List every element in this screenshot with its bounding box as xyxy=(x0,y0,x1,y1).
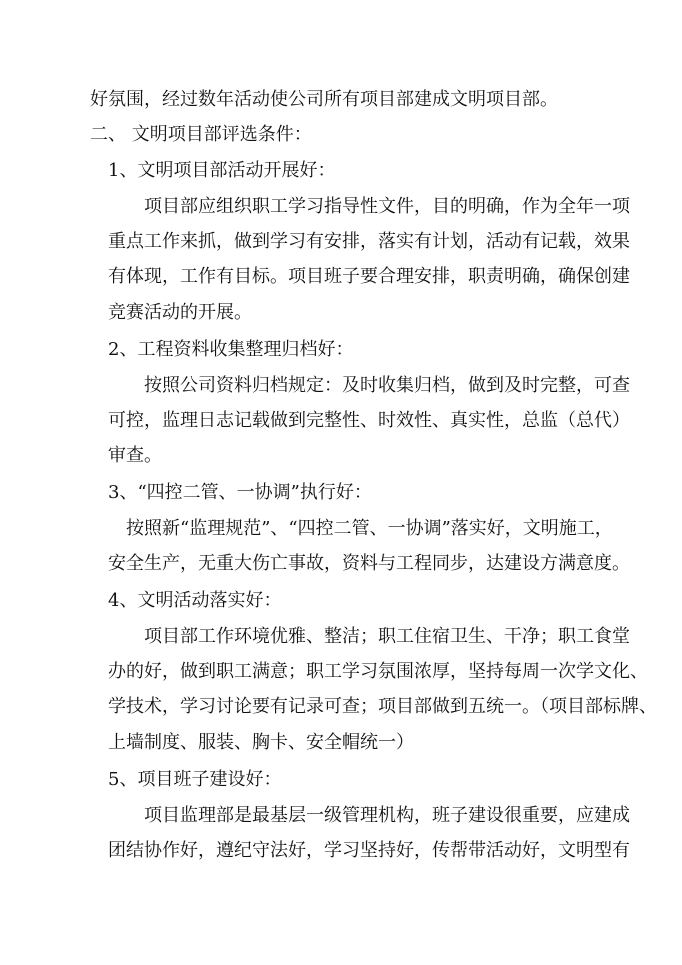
text-line-21: 项目监理部是最基层一级管理机构，班子建设很重要，应建成 xyxy=(144,805,630,826)
item-heading-2: 2、工程资料收集整理归档好： xyxy=(108,339,354,360)
text-line-1: 好氛围，经过数年活动使公司所有项目部建成文明项目部。 xyxy=(90,89,558,110)
text-line-11: 审查。 xyxy=(108,445,162,466)
item-heading-5: 5、项目班子建设好： xyxy=(108,769,282,790)
text-line-18: 学技术，学习讨论要有记录可查；项目部做到五统一。（项目部标牌、 xyxy=(108,696,657,717)
text-line-13: 按照新“监理规范”、“四控二管、一协调”落实好，文明施工， xyxy=(126,518,613,539)
text-line-10: 可控，监理日志记载做到完整性、时效性、真实性，总监（总代） xyxy=(108,410,630,431)
item-heading-3: 3、“四控二管、一协调”执行好： xyxy=(108,482,372,503)
text-line-22: 团结协作好，遵纪守法好，学习坚持好，传帮带活动好，文明型有 xyxy=(108,840,630,861)
section-heading-2: 二、 文明项目部评选条件： xyxy=(90,124,312,145)
text-line-14: 安全生产，无重大伤亡事故，资料与工程同步，达建设方满意度。 xyxy=(108,553,630,574)
text-line-7: 竞赛活动的开展。 xyxy=(108,302,252,323)
text-line-6: 有体现，工作有目标。项目班子要合理安排，职责明确，确保创建 xyxy=(108,266,630,287)
text-line-5: 重点工作来抓，做到学习有安排，落实有计划，活动有记载，效果 xyxy=(108,231,630,252)
text-line-4: 项目部应组织职工学习指导性文件，目的明确，作为全年一项 xyxy=(144,196,630,217)
item-heading-4: 4、文明活动落实好： xyxy=(108,590,282,611)
text-line-19: 上墙制度、服装、胸卡、安全帽统一） xyxy=(108,732,414,753)
text-line-16: 项目部工作环境优雅、整洁；职工住宿卫生、干净；职工食堂 xyxy=(144,626,630,647)
item-heading-1: 1、文明项目部活动开展好： xyxy=(108,160,336,181)
text-line-17: 办的好，做到职工满意；职工学习氛围浓厚，坚持每周一次学文化、 xyxy=(108,661,648,682)
text-line-9: 按照公司资料归档规定：及时收集归档，做到及时完整，可查 xyxy=(144,375,630,396)
